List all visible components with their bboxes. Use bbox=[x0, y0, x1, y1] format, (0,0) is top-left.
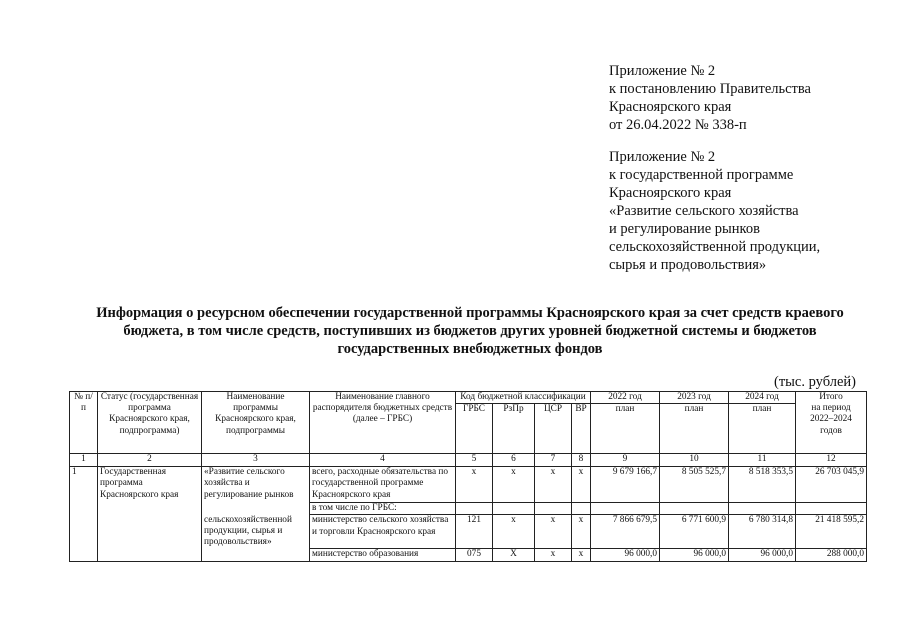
row-num: 1 bbox=[70, 467, 98, 561]
value-2023: 96 000,0 bbox=[660, 549, 729, 561]
column-number: 5 bbox=[456, 454, 493, 467]
grbs-name: министерство образования bbox=[310, 549, 456, 561]
program-name-line: сельскохозяйственной bbox=[204, 514, 292, 525]
column-number-row bbox=[70, 454, 867, 467]
header-total-line: годов bbox=[820, 425, 842, 436]
column-number: 7 bbox=[535, 454, 572, 467]
row-status: Государственная программа Красноярского края bbox=[98, 467, 202, 561]
value-total: 26 703 045,9 bbox=[796, 467, 867, 503]
code-vr: х bbox=[572, 549, 591, 561]
header-csr: ЦСР bbox=[535, 404, 572, 454]
header-total-line: Итого bbox=[819, 392, 843, 402]
table-row bbox=[70, 467, 867, 503]
column-number: 8 bbox=[572, 454, 591, 467]
column-number: 10 bbox=[660, 454, 729, 467]
header-code-group: Код бюджетной классификации bbox=[456, 392, 591, 404]
code-grbs: 075 bbox=[456, 549, 493, 561]
code-vr: х bbox=[572, 467, 591, 503]
title-line: бюджета, в том числе средств, поступивших из бюджетов других уровней бюджетной системы и бюджетов bbox=[123, 323, 817, 339]
appendix-line: сырья и продовольствия» bbox=[609, 257, 767, 273]
header-grbs-name: Наименование главного распорядителя бюджетных средств (далее – ГРБС) bbox=[310, 392, 456, 454]
header-grbs: ГРБС bbox=[456, 404, 493, 454]
title-line: Информация о ресурсном обеспечении государственной программы Красноярского края за счет средств краевого bbox=[96, 305, 844, 321]
appendix-resolution bbox=[609, 62, 811, 134]
value-2022: 9 679 166,7 bbox=[591, 467, 660, 503]
row-program-name: «Развитие сельского хозяйства и регулирование рынков bbox=[202, 467, 310, 515]
grbs-name: министерство сельского хозяйства и торговли Красноярского края bbox=[310, 515, 456, 549]
column-number: 12 bbox=[796, 454, 867, 467]
value-total: 288 000,0 bbox=[796, 549, 867, 561]
value-2024: 6 780 314,8 bbox=[729, 515, 796, 549]
appendix-program bbox=[609, 148, 820, 274]
grbs-name: всего, расходные обязательства по государственной программе Красноярского края bbox=[310, 467, 456, 503]
code-csr: х bbox=[535, 515, 572, 549]
code-csr: х bbox=[535, 467, 572, 503]
code-grbs: х bbox=[456, 467, 493, 503]
value-2023: 6 771 600,9 bbox=[660, 515, 729, 549]
title-line: государственных внебюджетных фондов bbox=[337, 341, 603, 357]
value-2024: 96 000,0 bbox=[729, 549, 796, 561]
document-title bbox=[60, 304, 880, 358]
header-program-name: Наименование программы Красноярского края, подпрограммы bbox=[202, 392, 310, 454]
header-num: № п/п bbox=[70, 392, 98, 454]
code-csr: х bbox=[535, 549, 572, 561]
header-row bbox=[70, 392, 867, 404]
code-rzpr: х bbox=[493, 515, 535, 549]
value-2023: 8 505 525,7 bbox=[660, 467, 729, 503]
header-total bbox=[796, 392, 867, 454]
units-label: (тыс. рублей) bbox=[774, 374, 856, 390]
code-rzpr: х bbox=[493, 467, 535, 503]
header-plan: план bbox=[660, 404, 729, 454]
header-rzpr: РзПр bbox=[493, 404, 535, 454]
appendix-line: к постановлению Правительства bbox=[609, 81, 811, 97]
header-year-2024: 2024 год bbox=[729, 392, 796, 404]
value-total: 21 418 595,2 bbox=[796, 515, 867, 549]
header-vr: ВР bbox=[572, 404, 591, 454]
column-number: 2 bbox=[98, 454, 202, 467]
code-grbs: 121 bbox=[456, 515, 493, 549]
appendix-line: Красноярского края bbox=[609, 99, 732, 115]
value-2022: 7 866 679,5 bbox=[591, 515, 660, 549]
appendix-line: от 26.04.2022 № 338-п bbox=[609, 117, 747, 133]
value-2024: 8 518 353,5 bbox=[729, 467, 796, 503]
header-status: Статус (государственная программа Красноярского края, подпрограмма) bbox=[98, 392, 202, 454]
resource-table bbox=[69, 391, 867, 562]
header-total-line: 2022–2024 bbox=[810, 414, 852, 425]
header-year-2022: 2022 год bbox=[591, 392, 660, 404]
appendix-line: и регулирование рынков bbox=[609, 221, 760, 237]
column-number: 11 bbox=[729, 454, 796, 467]
value-2022: 96 000,0 bbox=[591, 549, 660, 561]
header-plan: план bbox=[729, 404, 796, 454]
column-number: 1 bbox=[70, 454, 98, 467]
appendix-line: Красноярского края bbox=[609, 185, 732, 201]
header-plan: план bbox=[591, 404, 660, 454]
appendix-line: сельскохозяйственной продукции, bbox=[609, 239, 821, 255]
row-program-name bbox=[202, 515, 310, 561]
appendix-line: Приложение № 2 bbox=[609, 63, 716, 79]
header-total-line: на период bbox=[811, 403, 851, 414]
code-rzpr: Х bbox=[493, 549, 535, 561]
column-number: 9 bbox=[591, 454, 660, 467]
column-number: 3 bbox=[202, 454, 310, 467]
column-number: 6 bbox=[493, 454, 535, 467]
header-year-2023: 2023 год bbox=[660, 392, 729, 404]
appendix-line: к государственной программе bbox=[609, 167, 794, 183]
code-vr: х bbox=[572, 515, 591, 549]
including-label: в том числе по ГРБС: bbox=[310, 503, 456, 515]
program-name-line: продукции, сырья и продовольствия» bbox=[204, 526, 283, 548]
appendix-line: Приложение № 2 bbox=[609, 149, 716, 165]
appendix-line: «Развитие сельского хозяйства bbox=[609, 203, 799, 219]
column-number: 4 bbox=[310, 454, 456, 467]
